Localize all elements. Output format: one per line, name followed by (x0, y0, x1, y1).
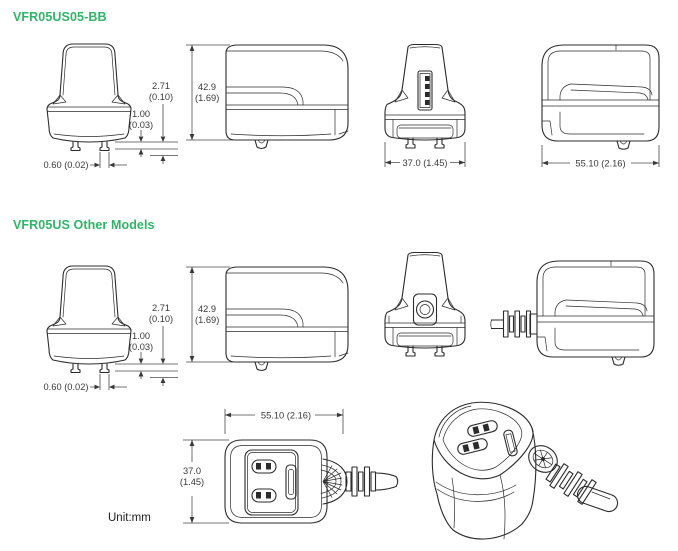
profile-view-bb (528, 38, 676, 188)
dim-pin-length: 2.71 (151, 81, 171, 91)
dim-height: 42.9 (198, 304, 217, 314)
dim-pin-length-inch: (0.10) (148, 314, 174, 324)
dc-connector (414, 294, 437, 325)
dim-width: 37.0 (182, 466, 202, 476)
dim-width-inch: (1.45) (179, 477, 205, 487)
adapter-body (226, 45, 348, 149)
bottom-top-view (175, 403, 410, 551)
dim-pin-step-inch: (0.03) (128, 342, 154, 352)
front-view-bb (30, 38, 180, 188)
profile-view-cable (490, 252, 678, 402)
power-cable (352, 467, 398, 496)
adapter-body (385, 253, 465, 349)
dim-pin-step: 1.00 (131, 109, 151, 119)
dim-depth: 55.10 (2.16) (260, 410, 312, 421)
dim-width: 37.0 (1.45) (402, 158, 448, 168)
section-title-vfr05us05-bb: VFR05US05-BB (13, 10, 107, 24)
ac-prongs (71, 142, 109, 151)
dim-pin-step: 1.00 (131, 331, 151, 341)
dimension-lines (385, 142, 465, 168)
iso-view (412, 396, 675, 551)
dimension-lines (180, 409, 343, 523)
dimension-lines (44, 303, 178, 392)
dim-pin-length: 2.71 (151, 303, 171, 313)
plug-slots (457, 420, 518, 457)
dim-pin-length-inch: (0.10) (148, 92, 174, 102)
power-cable (546, 464, 618, 512)
adapter-body (226, 267, 348, 371)
power-cable (491, 311, 537, 337)
usb-port (418, 71, 432, 110)
adapter-body (542, 45, 659, 149)
dim-depth: 55.10 (2.16) (575, 158, 626, 169)
adapter-body (47, 44, 131, 142)
dim-height: 42.9 (198, 82, 217, 92)
section-title-vfr05us-other: VFR05US Other Models (13, 218, 155, 232)
side-view-bb (183, 38, 358, 188)
front-view-other (30, 260, 180, 410)
dimension-lines (44, 81, 178, 170)
dim-pin-width: 0.60 (0.02) (43, 160, 89, 170)
adapter-body (225, 440, 327, 523)
adapter-body (537, 261, 654, 365)
dim-pin-width: 0.60 (0.02) (43, 382, 89, 392)
dim-pin-step-inch: (0.03) (128, 120, 154, 130)
dim-height-inch: (1.69) (195, 315, 220, 325)
plug-slots (252, 460, 296, 502)
dc-output-view (375, 246, 490, 396)
usb-output-view (375, 38, 490, 188)
adapter-body (47, 266, 131, 364)
dimension-lines (542, 145, 659, 169)
side-view-other (183, 260, 358, 410)
unit-label: Unit:mm (108, 512, 151, 524)
ac-prongs (71, 364, 109, 373)
strain-relief (321, 459, 351, 504)
dim-height-inch: (1.69) (195, 93, 220, 103)
